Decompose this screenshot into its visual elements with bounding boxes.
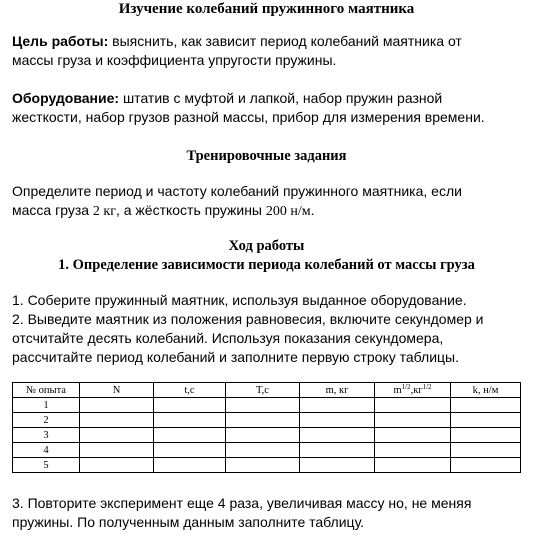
header-mass: m, кг bbox=[300, 383, 375, 398]
equipment-text-line1: штатив с муфтой и лапкой, набор пружин разной bbox=[119, 90, 443, 106]
header-k: k, н/м bbox=[451, 383, 521, 398]
table-row bbox=[13, 458, 521, 473]
cell-t bbox=[154, 443, 226, 458]
header-root-m: m bbox=[393, 384, 402, 396]
step3-paragraph bbox=[12, 494, 524, 532]
document-title: Изучение колебаний пружинного маятника bbox=[118, 1, 415, 17]
table-row bbox=[13, 413, 521, 428]
header-t: t,c bbox=[154, 383, 226, 398]
header-root-exp2: 1/2 bbox=[422, 382, 432, 391]
cell-mass bbox=[300, 443, 375, 458]
cell-t bbox=[154, 413, 226, 428]
cell-mass bbox=[300, 458, 375, 473]
cell-t bbox=[154, 398, 226, 413]
procedure-heading: Ход работы bbox=[228, 238, 305, 254]
row-number: 1 bbox=[13, 398, 80, 413]
step2-line3: рассчитайте период колебаний и заполните первую строку таблицы. bbox=[12, 349, 459, 365]
goal-label: Цель работы: bbox=[12, 33, 109, 49]
cell-period bbox=[226, 428, 300, 443]
cell-t bbox=[154, 428, 226, 443]
cell-t bbox=[154, 458, 226, 473]
equipment-paragraph bbox=[12, 89, 524, 127]
training-task bbox=[12, 182, 524, 221]
cell-n bbox=[80, 413, 154, 428]
goal-text-line1: выяснить, как зависит период колебаний маятника от bbox=[108, 33, 462, 49]
equipment-label: Оборудование: bbox=[12, 90, 120, 106]
header-num: № опыта bbox=[13, 383, 80, 398]
cell-n bbox=[80, 428, 154, 443]
step1: 1. Соберите пружинный маятник, используя выданное оборудование. bbox=[12, 292, 467, 308]
procedure-subheading: 1. Определение зависимости периода колебаний от массы груза bbox=[58, 257, 475, 273]
cell-mass bbox=[300, 428, 375, 443]
cell-n bbox=[80, 398, 154, 413]
step3-line2: пружины. По полученным данным заполните таблицу. bbox=[12, 514, 365, 530]
header-n: N bbox=[80, 383, 154, 398]
cell-k bbox=[451, 428, 521, 443]
cell-root-mass bbox=[375, 398, 451, 413]
cell-root-mass bbox=[375, 458, 451, 473]
cell-k bbox=[451, 413, 521, 428]
cell-n bbox=[80, 458, 154, 473]
cell-root-mass bbox=[375, 428, 451, 443]
training-stiffness: 200 н/м bbox=[265, 204, 311, 219]
goal-text-line2: массы груза и коэффициента упругости пружины. bbox=[12, 52, 337, 68]
cell-k bbox=[451, 398, 521, 413]
row-number: 2 bbox=[13, 413, 80, 428]
table-row bbox=[13, 398, 521, 413]
header-root-mass bbox=[375, 383, 451, 398]
cell-period bbox=[226, 458, 300, 473]
cell-period bbox=[226, 398, 300, 413]
cell-root-mass bbox=[375, 443, 451, 458]
training-line1: Определите период и частоту колебаний пружинного маятника, если bbox=[12, 183, 462, 199]
cell-k bbox=[451, 443, 521, 458]
table-row bbox=[13, 428, 521, 443]
cell-k bbox=[451, 458, 521, 473]
cell-period bbox=[226, 413, 300, 428]
training-line2-b: , а жёсткость пружины bbox=[115, 202, 266, 218]
cell-mass bbox=[300, 398, 375, 413]
row-number: 3 bbox=[13, 428, 80, 443]
row-number: 5 bbox=[13, 458, 80, 473]
training-heading: Тренировочные задания bbox=[186, 148, 347, 164]
table-header-row bbox=[13, 383, 521, 398]
results-table bbox=[12, 382, 521, 473]
table-row bbox=[13, 443, 521, 458]
header-period: T,c bbox=[226, 383, 300, 398]
cell-mass bbox=[300, 413, 375, 428]
row-number: 4 bbox=[13, 443, 80, 458]
header-root-unit: ,кг bbox=[410, 384, 423, 396]
training-mass: 2 кг bbox=[92, 204, 116, 219]
goal-paragraph bbox=[12, 32, 524, 70]
training-line2-c: . bbox=[310, 202, 315, 218]
header-root-exp1: 1/2 bbox=[401, 382, 411, 391]
cell-period bbox=[226, 443, 300, 458]
cell-n bbox=[80, 443, 154, 458]
step2-line2: отсчитайте десять колебаний. Используя показания секундомера, bbox=[12, 330, 444, 346]
step2-line1: 2. Выведите маятник из положения равновесия, включите секундомер и bbox=[12, 311, 484, 327]
cell-root-mass bbox=[375, 413, 451, 428]
procedure-steps bbox=[12, 291, 524, 367]
equipment-text-line2: жесткости, набор грузов разной массы, прибор для измерения времени. bbox=[12, 109, 485, 125]
training-line2-a: масса груза bbox=[12, 202, 93, 218]
step3-line1: 3. Повторите эксперимент еще 4 раза, увеличивая массу но, не меняя bbox=[12, 495, 472, 511]
